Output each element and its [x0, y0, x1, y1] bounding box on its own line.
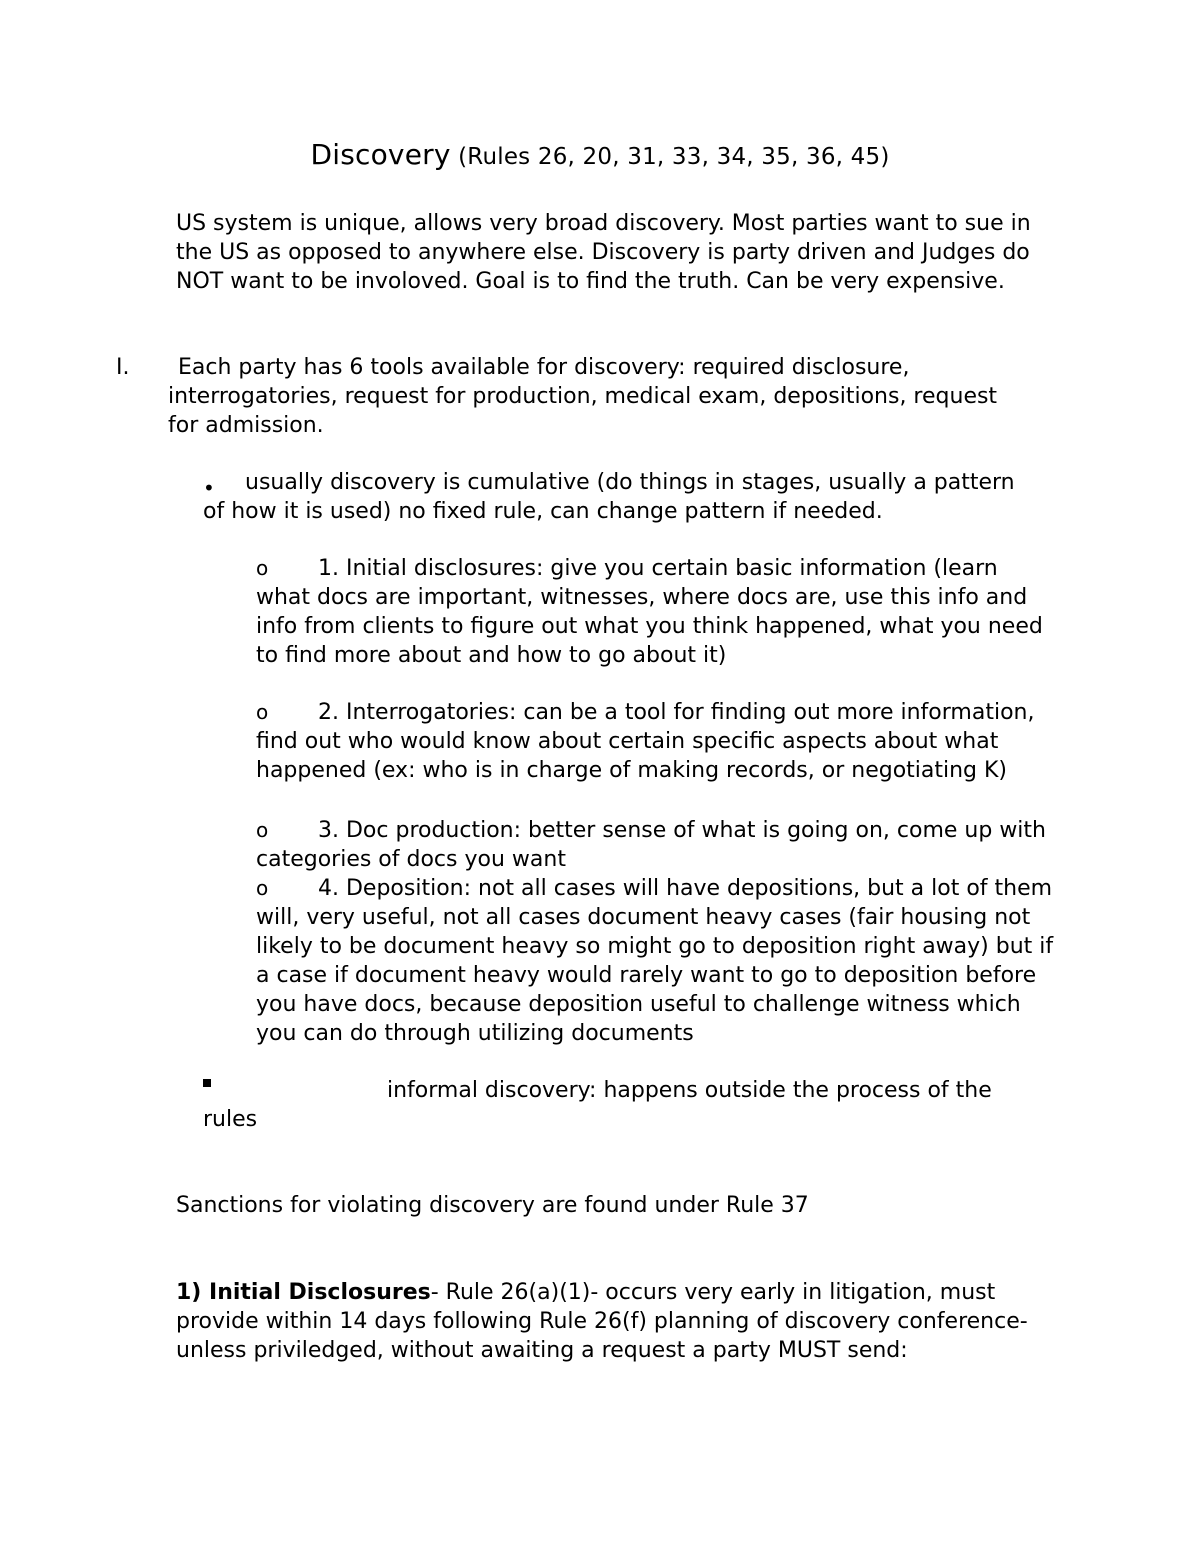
section-numeral: I.	[116, 355, 130, 380]
initial-disclosures-paragraph	[176, 1278, 1056, 1365]
subitem-marker: o	[256, 556, 269, 580]
title-main: Discovery	[310, 138, 451, 171]
subitem-deposition	[256, 874, 1056, 1048]
bullet-marker: •	[203, 476, 215, 500]
page-title	[0, 138, 1200, 171]
subitem-marker: o	[256, 876, 269, 900]
subitem-text: 3. Doc production: better sense of what is going on, come up with categories of docs you want	[256, 818, 1046, 872]
initial-disclosures-heading: 1) Initial Disclosures	[176, 1280, 431, 1305]
subitem-doc-production	[256, 816, 1056, 874]
initial-disclosures-text: - Rule 26(a)(1)- occurs very early in litigation, must provide within 14 days following Rule 26(f) planning of discovery conference- unless priviledged, without awaiting a request a party MUST send:	[176, 1280, 1028, 1363]
section-1-text: Each party has 6 tools available for discovery: required disclosure, interrogatories, request for production, medical exam, depositions, request for admission.	[168, 355, 998, 438]
subitem-interrogatories	[256, 698, 1056, 785]
subitem-text: 1. Initial disclosures: give you certain basic information (learn what docs are important, witnesses, where docs are, use this info and info from clients to figure out what you think happened, what you need to find more about and how to go about it)	[256, 556, 1043, 668]
title-rules: (Rules 26, 20, 31, 33, 34, 35, 36, 45)	[458, 144, 890, 170]
sanctions-paragraph: Sanctions for violating discovery are found under Rule 37	[176, 1193, 809, 1218]
subitem-text: 2. Interrogatories: can be a tool for finding out more information, find out who would know about certain specific aspects about what happened (ex: who is in charge of making records, or negotiating K)	[256, 700, 1035, 783]
subitem-marker: o	[256, 818, 269, 842]
bullet-1-text: usually discovery is cumulative (do things in stages, usually a pattern of how it is used) no fixed rule, can change pattern if needed.	[203, 470, 1015, 524]
intro-paragraph: US system is unique, allows very broad discovery. Most parties want to sue in the US as opposed to anywhere else. Discovery is party driven and Judges do NOT want to be involoved. Goal is to find the truth. Can be very expensive.	[176, 211, 1031, 294]
informal-discovery-text: informal discovery: happens outside the process of the rules	[203, 1078, 992, 1132]
subitem-initial-disclosures	[256, 554, 1056, 670]
subitem-marker: o	[256, 700, 269, 724]
subitem-text: 4. Deposition: not all cases will have depositions, but a lot of them will, very useful, not all cases document heavy cases (fair housing not likely to be document heavy so might go to deposition right away) but if a case if document heavy would rarely want to go to deposition before you have docs, because deposition useful to challenge witness which you can do through utilizing documents	[256, 876, 1054, 1046]
